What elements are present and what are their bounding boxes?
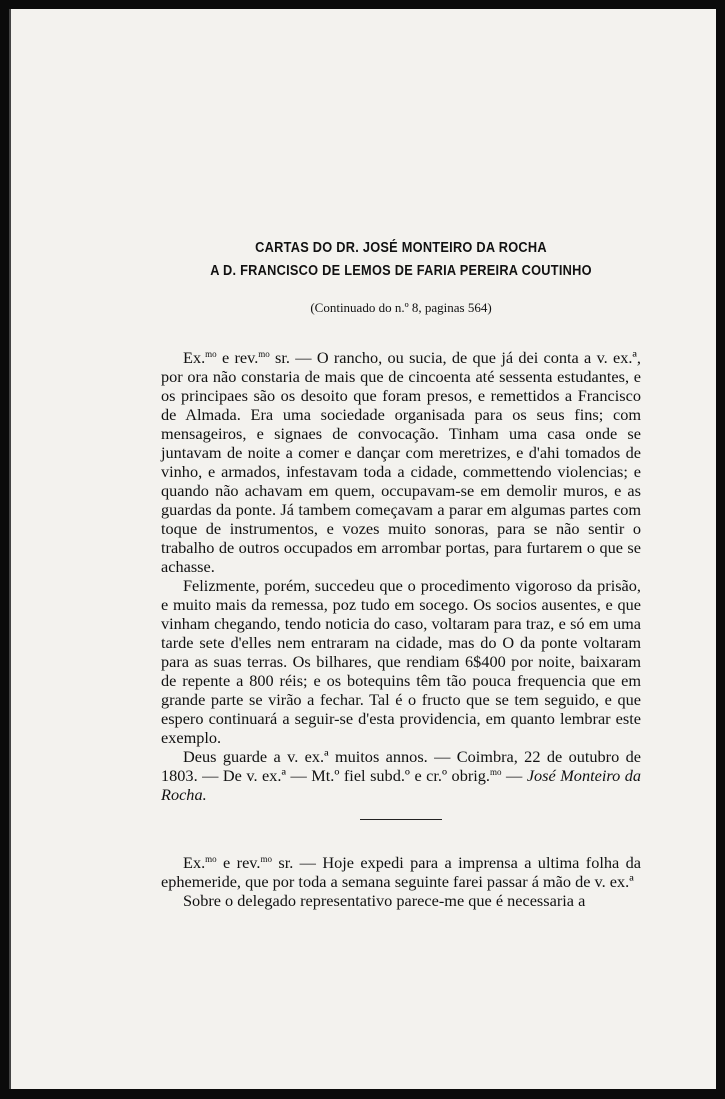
section-divider	[360, 819, 442, 820]
closing-text: Deus guarde a v. ex.ª muitos annos. — Coimbra, 22 de outubro de 1803. — De v. ex.ª — Mt.º fiel subd.º e cr.º obrig.	[161, 747, 641, 785]
superscript: mo	[205, 349, 217, 359]
paragraph-text: sr. — O rancho, ou sucia, de que já dei conta a v. ex.ª, por ora não constaria de mais que de cincoenta até sessenta estudantes, e os principaes são os desoito que foram presos, e remettidos a Francisco de Almada. Era uma sociedade organisada para os seus fins; com mensageiros, e signaes de convocação. Tinham uma casa onde se juntavam de noite a comer e dançar com meretrizes, e d'ahi tomados de vinho, e armados, infestavam toda a cidade, commettendo violencias; e quando não achavam em quem, occupavam-se em demolir muros, e as guardas da ponte. Já tambem começavam a parar em algumas partes com toque de instrumentos, e vozes muito sonoras, para se não sentir o trabalho de outros occupados em arrombar portas, para furtarem o que se achasse.	[161, 348, 641, 576]
continuation-note: (Continuado do n.º 8, paginas 564)	[310, 300, 492, 315]
superscript: mo	[205, 854, 217, 864]
document-page	[9, 9, 716, 1089]
salutation-text: e rev.	[216, 348, 259, 367]
letter-2	[161, 853, 641, 910]
letter-2-paragraph-2: Sobre o delegado representativo parece-me que é necessaria a	[183, 891, 586, 910]
signature: José Monteiro da Rocha.	[161, 766, 642, 804]
superscript: mo	[258, 349, 270, 359]
title-line-2: A D. FRANCISCO DE LEMOS DE FARIA PEREIRA COUTINHO	[210, 263, 592, 279]
closing-dash: —	[501, 766, 527, 785]
salutation-text: Ex.	[183, 853, 206, 872]
letter-1	[161, 348, 641, 804]
letter-1-closing	[161, 747, 641, 804]
document-body	[161, 237, 641, 910]
letter-2-paragraph-1	[161, 853, 641, 891]
letter-1-paragraph-2: Felizmente, porém, succedeu que o procedimento vigoroso da prisão, e muito mais da remessa, poz tudo em socego. Os socios ausentes, e que vinham chegando, tendo noticia do caso, voltaram para traz, e só em uma tarde sete d'elles nem entraram na cidade, mas do O da ponte voltaram para as suas terras. Os bilhares, que rendiam 6$400 por noite, baixaram de repente a 800 réis; e os botequins têm tão pouca frequencia que em grande parte se virão a fechar. Tal é o fructo que se tem seguido, e que espero continuará a seguir-se d'esta providencia, em quanto lembrar este exemplo.	[161, 576, 641, 747]
salutation-text: e rev.	[216, 853, 261, 872]
salutation-text: Ex.	[183, 348, 206, 367]
superscript: mo	[490, 767, 502, 777]
title-line-1: CARTAS DO DR. JOSÉ MONTEIRO DA ROCHA	[255, 240, 547, 256]
superscript: mo	[260, 854, 272, 864]
letter-1-paragraph-1	[161, 348, 641, 576]
paragraph-text: sr. — Hoje expedi para a imprensa a ultima folha da ephemeride, que por toda a semana seguinte farei passar á mão de v. ex.ª	[161, 853, 641, 891]
